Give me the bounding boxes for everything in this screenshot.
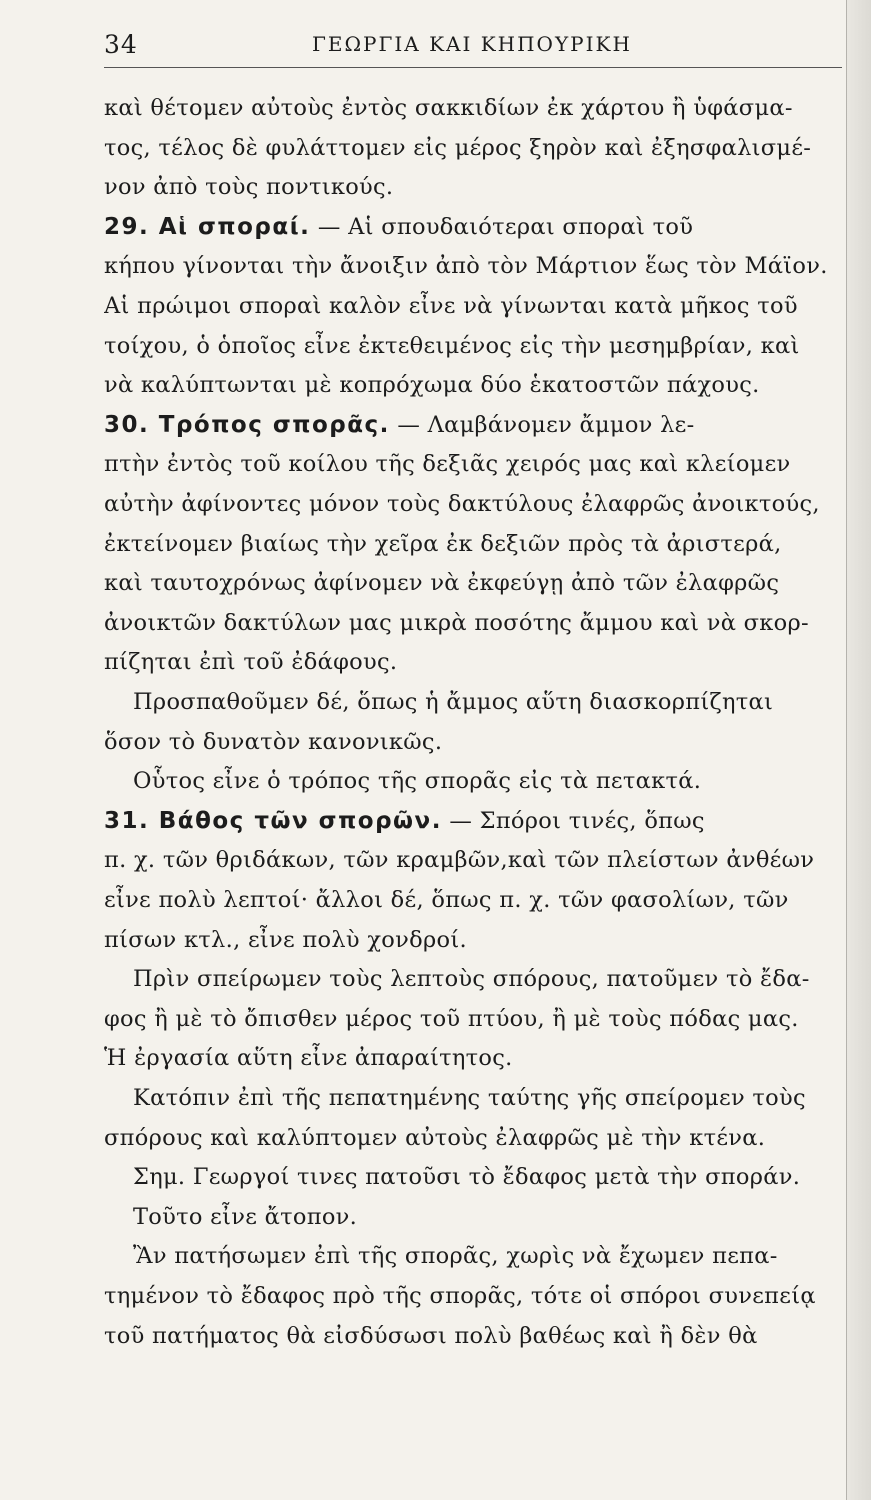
text-line — [104, 92, 849, 124]
text-line — [104, 171, 849, 203]
text-line — [104, 1122, 849, 1154]
line-text: ἐκτείνομεν βιαίως τὴν χεῖρα ἐκ δεξιῶν πρὸς τὰ ἀριστερά, — [104, 531, 782, 557]
line-text: καὶ θέτομεν αὐτοὺς ἐντὸς σακκιδίων ἐκ χάρτου ἢ ὑφάσμα- — [104, 95, 793, 121]
text-line — [104, 726, 849, 758]
line-text: ἀνοικτῶν δακτύλων μας μικρὰ ποσότης ἄμμου καὶ νὰ σκορ- — [104, 610, 809, 636]
line-text: σπόρους καὶ καλύπτομεν αὐτοὺς ἐλαφρῶς μὲ τὴν κτένα. — [104, 1125, 766, 1151]
line-text: τοῦ πατήματος θὰ εἰσδύσωσι πολὺ βαθέως καὶ ἢ δὲν θὰ — [104, 1323, 758, 1349]
text-line — [133, 1161, 849, 1193]
text-line — [104, 448, 849, 480]
text-line — [104, 290, 849, 322]
line-text: πίσων κτλ., εἶνε πολὺ χονδροί. — [104, 927, 467, 953]
line-text: Αἱ πρώιμοι σποραὶ καλὸν εἶνε νὰ γίνωνται κατὰ μῆκος τοῦ — [104, 293, 798, 319]
text-line — [104, 369, 849, 401]
section-heading: 31. Βάθος τῶν σπορῶν. — [104, 808, 442, 834]
text-line — [104, 844, 849, 876]
line-text: τος, τέλος δὲ φυλάττομεν εἰς μέρος ξηρὸν καὶ ἐξησφαλισμέ- — [104, 135, 812, 161]
line-text: τημένον τὸ ἔδαφος πρὸ τῆς σπορᾶς, τότε οἱ σπόροι συνεπείᾳ — [104, 1283, 816, 1309]
header-rule — [104, 67, 842, 68]
text-line — [104, 924, 849, 956]
line-text: — Αἱ σπουδαιότεραι σποραὶ τοῦ — [310, 214, 694, 240]
line-text: Πρὶν σπείρωμεν τοὺς λεπτοὺς σπόρους, πατοῦμεν τὸ ἔδα- — [133, 966, 810, 992]
text-line — [104, 567, 849, 599]
line-text: νὰ καλύπτωνται μὲ κοπρόχωμα δύο ἑκατοστῶν πάχους. — [104, 372, 760, 398]
running-title: ΓΕΩΡΓΙΑ ΚΑΙ ΚΗΠΟΥΡΙΚΗ — [312, 32, 632, 56]
text-line — [133, 963, 849, 995]
text-line — [104, 330, 849, 362]
line-text: αὐτὴν ἀφίνοντες μόνον τοὺς δακτύλους ἐλαφρῶς ἀνοικτούς, — [104, 491, 820, 517]
line-text: τοίχου, ὁ ὁποῖος εἶνε ἐκτεθειμένος εἰς τὴν μεσημβρίαν, καὶ — [104, 333, 800, 359]
text-line — [104, 528, 849, 560]
text-line — [104, 1003, 849, 1035]
line-text: Κατόπιν ἐπὶ τῆς πεπατημένης ταύτης γῆς σπείρομεν τοὺς — [133, 1085, 806, 1111]
line-text: καὶ ταυτοχρόνως ἀφίνομεν νὰ ἐκφεύγῃ ἀπὸ τῶν ἐλαφρῶς — [104, 570, 780, 596]
text-line — [104, 1280, 849, 1312]
line-text: πίζηται ἐπὶ τοῦ ἐδάφους. — [104, 649, 398, 675]
line-text: Ἂν πατήσωμεν ἐπὶ τῆς σπορᾶς, χωρὶς νὰ ἔχωμεν πεπα- — [133, 1243, 778, 1269]
text-line — [133, 686, 849, 718]
section-heading-line — [104, 211, 849, 243]
text-line — [104, 250, 849, 282]
line-text: εἶνε πολὺ λεπτοί· ἄλλοι δέ, ὅπως π. χ. τῶν φασολίων, τῶν — [104, 887, 789, 913]
section-heading: 29. Αἱ σποραί. — [104, 214, 311, 240]
page-gutter — [846, 0, 871, 1500]
line-text: κήπου γίνονται τὴν ἄνοιξιν ἀπὸ τὸν Μάρτιον ἕως τὸν Μάϊον. — [104, 253, 828, 279]
section-heading: 30. Τρόπος σπορᾶς. — [104, 412, 390, 438]
text-line — [104, 607, 849, 639]
line-text: Τοῦτο εἶνε ἄτοπον. — [133, 1204, 358, 1230]
page-number: 34 — [104, 30, 138, 59]
line-text: ὅσον τὸ δυνατὸν κανονικῶς. — [104, 729, 443, 755]
line-text: Σημ. Γεωργοί τινες πατοῦσι τὸ ἔδαφος μετὰ τὴν σποράν. — [133, 1164, 801, 1190]
line-text: φος ἢ μὲ τὸ ὄπισθεν μέρος τοῦ πτύου, ἢ μὲ τοὺς πόδας μας. — [104, 1006, 799, 1032]
text-line — [104, 1320, 849, 1352]
section-heading-line — [104, 409, 849, 441]
text-line — [104, 646, 849, 678]
text-line — [104, 884, 849, 916]
line-text: — Λαμβάνομεν ἄμμον λε- — [389, 412, 695, 438]
section-heading-line — [104, 805, 849, 837]
text-line — [133, 1082, 849, 1114]
text-line — [133, 1201, 849, 1233]
text-line — [104, 488, 849, 520]
line-text: Προσπαθοῦμεν δέ, ὅπως ἡ ἄμμος αὕτη διασκορπίζηται — [133, 689, 774, 715]
text-line — [133, 1240, 849, 1272]
text-line — [133, 765, 849, 797]
page-header — [104, 30, 842, 64]
line-text: νον ἀπὸ τοὺς ποντικούς. — [104, 174, 394, 200]
line-text: π. χ. τῶν θριδάκων, τῶν κραμβῶν,καὶ τῶν πλείστων ἀνθέων — [104, 847, 815, 873]
text-line — [104, 132, 849, 164]
line-text: — Σπόροι τινές, ὅπως — [441, 808, 705, 834]
line-text: πτὴν ἐντὸς τοῦ κοίλου τῆς δεξιᾶς χειρός μας καὶ κλείομεν — [104, 451, 791, 477]
line-text: Οὗτος εἶνε ὁ τρόπος τῆς σπορᾶς εἰς τὰ πετακτά. — [133, 768, 702, 794]
line-text: Ἡ ἐργασία αὕτη εἶνε ἀπαραίτητος. — [104, 1045, 513, 1071]
text-line — [104, 1042, 849, 1074]
